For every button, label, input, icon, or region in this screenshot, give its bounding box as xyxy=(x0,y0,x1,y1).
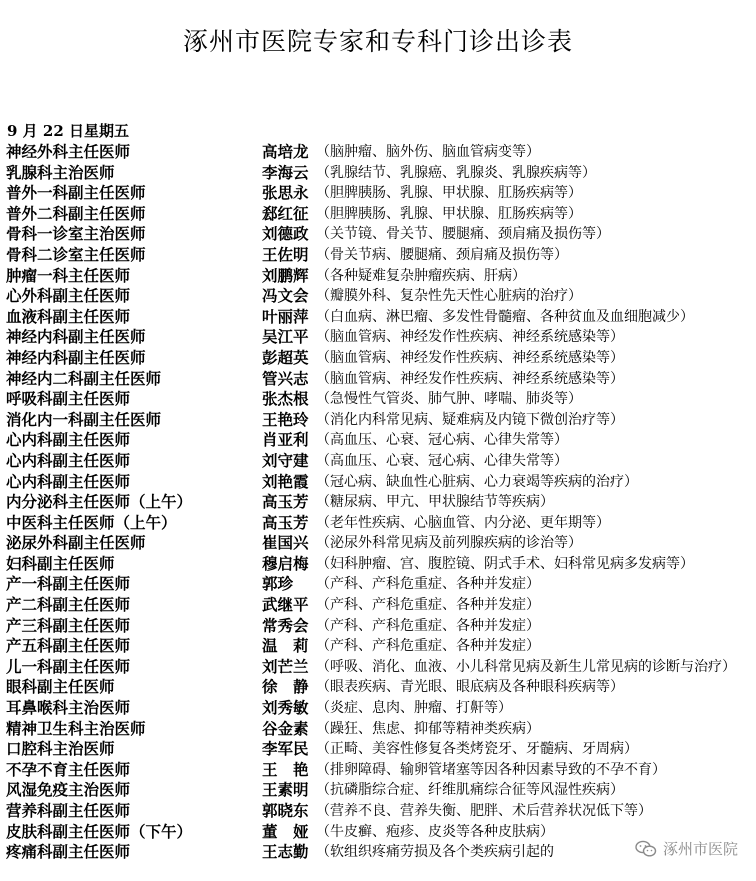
doctor-name: 武继平 xyxy=(262,595,309,615)
schedule-row xyxy=(0,427,756,448)
specialty-description: （高血压、心衰、冠心病、心律失常等） xyxy=(316,432,568,449)
doctor-name: 彭超英 xyxy=(262,347,309,367)
schedule-row xyxy=(0,819,756,840)
specialty-description: （产科、产科危重症、各种并发症） xyxy=(316,617,540,634)
doctor-name: 刘艳霞 xyxy=(262,471,309,491)
specialty-description: （泌尿外科常见病及前列腺疾病的诊治等） xyxy=(316,535,582,552)
department-title: 儿一科副主任医师 xyxy=(6,656,131,676)
doctor-name: 王 艳 xyxy=(262,759,309,779)
specialty-description: （躁狂、焦虑、抑郁等精神类疾病） xyxy=(316,720,540,737)
department-title: 耳鼻喉科主治医师 xyxy=(6,698,131,718)
doctor-name: 刘守建 xyxy=(262,450,309,470)
specialty-description: （急慢性气管炎、肺气肿、哮喘、肺炎等） xyxy=(316,391,582,408)
specialty-description: （产科、产科危重症、各种并发症） xyxy=(316,638,540,655)
schedule-row xyxy=(0,551,756,572)
schedule-row xyxy=(0,592,756,613)
department-title: 内分泌科主任医师（上午） xyxy=(6,492,193,512)
department-title: 产一科副主任医师 xyxy=(6,574,131,594)
specialty-description: （妇科肿瘤、宫、腹腔镜、阴式手术、妇科常见病多发病等） xyxy=(316,555,694,572)
schedule-row xyxy=(0,716,756,737)
specialty-description: （关节镜、骨关节、腰腿痛、颈肩痛及损伤等） xyxy=(316,226,610,243)
schedule-row xyxy=(0,160,756,181)
department-title: 骨科二诊室主任医师 xyxy=(6,244,146,264)
department-title: 精神卫生科主治医师 xyxy=(6,718,146,738)
specialty-description: （抗磷脂综合症、纤维肌痛综合征等风湿性疾病） xyxy=(316,782,624,799)
doctor-name: 王艳玲 xyxy=(262,409,309,429)
schedule-row xyxy=(0,304,756,325)
department-title: 神经外科主任医师 xyxy=(6,142,131,161)
specialty-description: （白血病、淋巴瘤、多发性骨髓瘤、各种贫血及血细胞减少） xyxy=(316,308,694,325)
department-title: 产五科副主任医师 xyxy=(6,636,131,656)
doctor-name: 郄红征 xyxy=(262,203,309,223)
schedule-row xyxy=(0,469,756,490)
doctor-name: 温 莉 xyxy=(262,636,309,656)
department-title: 营养科副主任医师 xyxy=(6,801,131,820)
specialty-description: （脑血管病、神经发作性疾病、神经系统感染等） xyxy=(316,329,624,346)
specialty-description: （高血压、心衰、冠心病、心律失常等） xyxy=(316,452,568,469)
doctor-name: 徐 静 xyxy=(262,677,309,697)
department-title: 妇科副主任医师 xyxy=(6,553,115,573)
specialty-description: （产科、产科危重症、各种并发症） xyxy=(316,576,540,593)
specialty-description: （脑血管病、神经发作性疾病、神经系统感染等） xyxy=(316,370,624,387)
schedule-row xyxy=(0,180,756,201)
watermark xyxy=(635,838,738,859)
doctor-name: 叶丽萍 xyxy=(262,306,309,326)
schedule-row xyxy=(0,221,756,242)
schedule-row xyxy=(0,633,756,654)
specialty-description: （产科、产科危重症、各种并发症） xyxy=(316,597,540,614)
doctor-name: 刘鹏辉 xyxy=(262,265,309,285)
doctor-name: 冯文会 xyxy=(262,286,309,306)
doctor-name: 刘芒兰 xyxy=(262,656,309,676)
schedule-row xyxy=(0,242,756,263)
department-title: 消化内一科副主任医师 xyxy=(6,409,162,429)
specialty-description: （脑肿瘤、脑外伤、脑血管病变等） xyxy=(316,144,540,160)
department-title: 产三科副主任医师 xyxy=(6,615,131,635)
department-title: 眼科副主任医师 xyxy=(6,677,115,697)
schedule-row xyxy=(0,448,756,469)
schedule-row xyxy=(0,654,756,675)
doctor-name: 管兴志 xyxy=(262,368,309,388)
specialty-description: （营养不良、营养失衡、肥胖、术后营养状况低下等） xyxy=(316,803,652,819)
department-title: 风湿免疫主治医师 xyxy=(6,780,131,800)
department-title: 血液科副主任医师 xyxy=(6,306,131,326)
specialty-description: （消化内科常见病、疑难病及内镜下微创治疗等） xyxy=(316,411,624,428)
specialty-description: （乳腺结节、乳腺癌、乳腺炎、乳腺疾病等） xyxy=(316,164,596,181)
doctor-name: 王佐明 xyxy=(262,244,309,264)
specialty-description: （胆脾胰肠、乳腺、甲状腺、肛肠疾病等） xyxy=(316,205,582,222)
specialty-description: （牛皮癣、疱疹、皮炎等各种皮肤病） xyxy=(316,823,554,840)
schedule-title: 涿州市医院专家和专科门诊出诊表 xyxy=(182,27,573,56)
schedule-row xyxy=(0,530,756,551)
doctor-name: 高玉芳 xyxy=(262,512,309,532)
department-title: 心内科副主任医师 xyxy=(6,430,131,450)
department-title: 神经内二科副主任医师 xyxy=(6,368,162,388)
doctor-name: 董 娅 xyxy=(262,821,309,841)
department-title: 不孕不育主任医师 xyxy=(6,759,131,779)
schedule-date: 9 月 22 日星期五 xyxy=(7,122,129,140)
specialty-description: （软组织疼痛劳损及各个类疾病引起的 xyxy=(316,844,554,861)
schedule-row xyxy=(0,777,756,798)
department-title: 心外科副主任医师 xyxy=(6,286,131,306)
wechat-icon xyxy=(635,840,657,858)
doctor-name: 张杰根 xyxy=(262,389,309,409)
doctor-name: 常秀会 xyxy=(262,615,309,635)
doctor-name: 王素明 xyxy=(262,780,309,800)
department-title: 普外一科副主任医师 xyxy=(6,183,146,203)
specialty-description: （正畸、美容性修复各类烤瓷牙、牙髓病、牙周病） xyxy=(316,741,638,758)
doctor-name: 王志勤 xyxy=(262,842,309,862)
doctor-name: 穆启梅 xyxy=(262,553,309,573)
department-title: 心内科副主任医师 xyxy=(6,471,131,491)
specialty-description: （排卵障碍、输卵管堵塞等因各种因素导致的不孕不育） xyxy=(316,761,666,778)
department-title: 肿瘤一科主任医师 xyxy=(6,265,131,285)
specialty-description: （骨关节病、腰腿痛、颈肩痛及损伤等） xyxy=(316,246,568,263)
specialty-description: （冠心病、缺血性心脏病、心力衰竭等疾病的治疗） xyxy=(316,473,638,490)
schedule-row xyxy=(0,263,756,284)
doctor-name: 肖亚利 xyxy=(262,430,309,450)
doctor-name: 刘秀敏 xyxy=(262,698,309,718)
schedule-row xyxy=(0,736,756,757)
specialty-description: （脑血管病、神经发作性疾病、神经系统感染等） xyxy=(316,349,624,366)
specialty-description: （老年性疾病、心脑血管、内分泌、更年期等） xyxy=(316,514,610,531)
doctor-name: 崔国兴 xyxy=(262,533,309,553)
department-title: 心内科副主任医师 xyxy=(6,450,131,470)
schedule-row xyxy=(0,674,756,695)
doctor-name: 郭晓东 xyxy=(262,801,309,820)
department-title: 神经内科副主任医师 xyxy=(6,327,146,347)
schedule-row xyxy=(0,324,756,345)
watermark-text: 涿州市医院 xyxy=(662,840,738,858)
schedule-row xyxy=(0,798,756,819)
specialty-description: （眼表疾病、青光眼、眼底病及各种眼科疾病等） xyxy=(316,679,624,696)
schedule-row xyxy=(0,345,756,366)
schedule-row xyxy=(0,386,756,407)
schedule-row xyxy=(0,613,756,634)
specialty-description: （糖尿病、甲亢、甲状腺结节等疾病） xyxy=(316,494,554,511)
doctor-name: 张思永 xyxy=(262,183,309,203)
schedule-row xyxy=(0,201,756,222)
specialty-description: （各种疑难复杂肿瘤疾病、肝病） xyxy=(316,267,526,284)
department-title: 皮肤科副主任医师（下午） xyxy=(6,821,193,841)
schedule-row xyxy=(0,283,756,304)
doctor-name: 吴江平 xyxy=(262,327,309,347)
department-title: 泌尿外科副主任医师 xyxy=(6,533,146,553)
department-title: 疼痛科副主任医师 xyxy=(6,842,131,862)
schedule-row xyxy=(0,695,756,716)
schedule-row xyxy=(0,407,756,428)
doctor-name: 高玉芳 xyxy=(262,492,309,512)
department-title: 乳腺科主治医师 xyxy=(6,162,115,182)
schedule-row xyxy=(0,571,756,592)
schedule-row xyxy=(0,366,756,387)
department-title: 口腔科主治医师 xyxy=(6,739,115,759)
doctor-name: 高培龙 xyxy=(262,142,309,161)
department-title: 神经内科副主任医师 xyxy=(6,347,146,367)
specialty-description: （瓣膜外科、复杂性先天性心脏病的治疗） xyxy=(316,288,582,305)
schedule-row xyxy=(0,489,756,510)
specialty-description: （炎症、息肉、肿瘤、打鼾等） xyxy=(316,700,512,717)
department-title: 普外二科副主任医师 xyxy=(6,203,146,223)
department-title: 产二科副主任医师 xyxy=(6,595,131,615)
doctor-name: 郭珍 xyxy=(262,574,294,594)
schedule-row xyxy=(0,510,756,531)
schedule-row xyxy=(0,139,756,160)
department-title: 中医科主任医师（上午） xyxy=(6,512,177,532)
doctor-name: 李军民 xyxy=(262,739,309,759)
doctor-name: 李海云 xyxy=(262,162,309,182)
schedule-row xyxy=(0,757,756,778)
specialty-description: （胆脾胰肠、乳腺、甲状腺、肛肠疾病等） xyxy=(316,185,582,202)
doctor-name: 谷金素 xyxy=(262,718,309,738)
department-title: 骨科一诊室主治医师 xyxy=(6,224,146,244)
department-title: 呼吸科副主任医师 xyxy=(6,389,131,409)
schedule-list xyxy=(0,139,756,860)
doctor-name: 刘德政 xyxy=(262,224,309,244)
specialty-description: （呼吸、消化、血液、小儿科常见病及新生儿常见病的诊断与治疗） xyxy=(316,658,736,675)
